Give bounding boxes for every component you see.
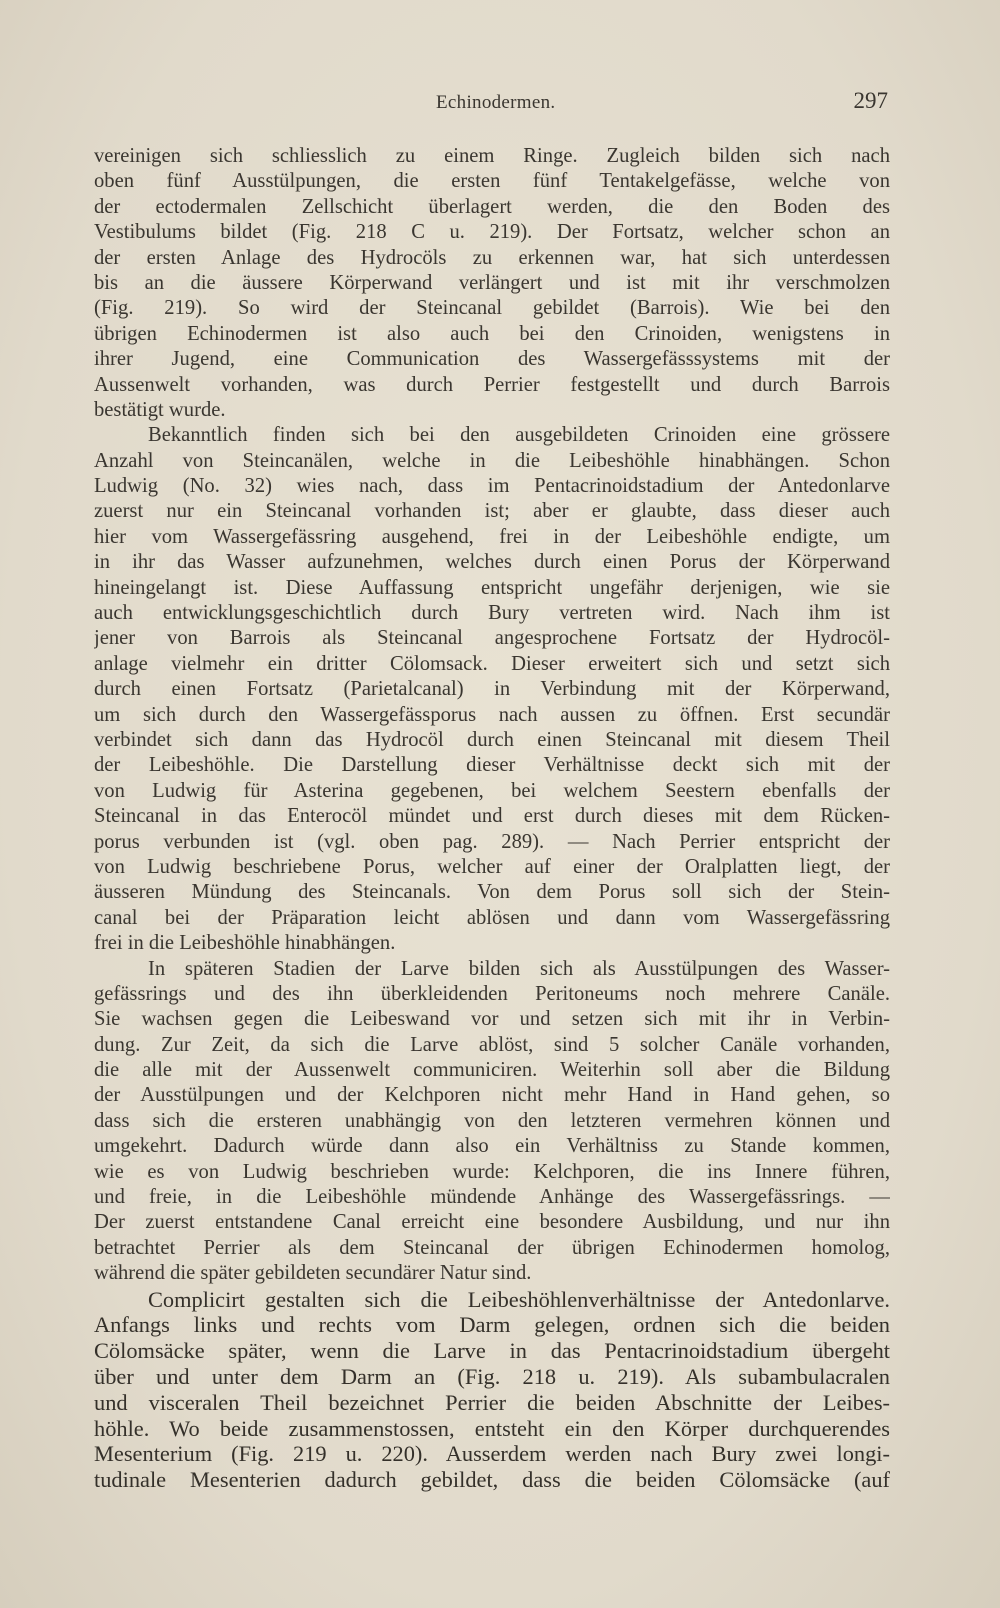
text-line: Cölomsäcke später, wenn die Larve in das Pentacrinoidstadium übergeht xyxy=(94,1338,890,1364)
text-line: canal bei der Präparation leicht ablösen und dann vom Wassergefässring xyxy=(94,906,890,929)
text-line: und visceralen Theil bezeichnet Perrier die beiden Abschnitte der Leibes- xyxy=(94,1389,890,1415)
text-line: betrachtet Perrier als dem Steincanal der übrigen Echinodermen homolog, xyxy=(94,1236,890,1259)
text-line: umgekehrt. Dadurch würde dann also ein Verhältniss zu Stande kommen, xyxy=(94,1135,890,1158)
body-text xyxy=(94,144,890,1493)
text-line: (Fig. 219). So wird der Steincanal gebildet (Barrois). Wie bei den xyxy=(94,297,890,320)
text-line: In späteren Stadien der Larve bilden sich als Ausstülpungen des Wasser- xyxy=(148,957,890,980)
text-line: übrigen Echinodermen ist also auch bei den Crinoiden, wenigstens in xyxy=(94,322,890,345)
text-line: zuerst nur ein Steincanal vorhanden ist; aber er glaubte, dass dieser auch xyxy=(94,500,890,523)
text-line: gefässrings und des ihn überkleidenden Peritoneums noch mehrere Canäle. xyxy=(94,982,890,1005)
text-line: oben fünf Ausstülpungen, die ersten fünf Tentakelgefässe, welche von xyxy=(94,170,890,193)
text-line: in ihr das Wasser aufzunehmen, welches durch einen Porus der Körperwand xyxy=(94,551,890,574)
paragraph xyxy=(94,423,890,956)
text-line: bestätigt wurde. xyxy=(94,398,226,421)
text-line: tudinale Mesenterien dadurch gebildet, dass die beiden Cölomsäcke (auf xyxy=(94,1467,890,1493)
text-line: bis an die äussere Körperwand verlängert und ist mit ihr verschmolzen xyxy=(94,271,890,294)
text-line: Mesenterium (Fig. 219 u. 220). Ausserdem werden nach Bury zwei longi- xyxy=(94,1441,890,1467)
text-line: auch entwicklungsgeschichtlich durch Bury vertreten wird. Nach ihm ist xyxy=(94,602,890,625)
text-line: während die später gebildeten secundärer Natur sind. xyxy=(94,1262,532,1285)
text-line: Complicirt gestalten sich die Leibeshöhlenverhältnisse der Antedonlarve. xyxy=(148,1286,890,1312)
paragraph xyxy=(94,144,890,423)
text-line: hineingelangt ist. Diese Auffassung entspricht ungefähr derjenigen, wie sie xyxy=(94,576,890,599)
text-line: vereinigen sich schliesslich zu einem Ringe. Zugleich bilden sich nach xyxy=(94,145,890,167)
text-line: der ersten Anlage des Hydrocöls zu erkennen war, hat sich unterdessen xyxy=(94,246,890,269)
text-line: Der zuerst entstandene Canal erreicht eine besondere Ausbildung, und nur ihn xyxy=(94,1211,890,1234)
text-line: ihrer Jugend, eine Communication des Wassergefässsystems mit der xyxy=(94,348,890,371)
text-line: über und unter dem Darm an (Fig. 218 u. 219). Als subambulacralen xyxy=(94,1363,890,1389)
running-head: Echinodermen. xyxy=(436,92,556,113)
text-line: verbindet sich dann das Hydrocöl durch einen Steincanal mit diesem Theil xyxy=(94,728,890,751)
text-line: der ectodermalen Zellschicht überlagert werden, die den Boden des xyxy=(94,195,890,218)
text-line: Aussenwelt vorhanden, was durch Perrier festgestellt und durch Barrois xyxy=(94,373,890,396)
text-line: frei in die Leibeshöhle hinabhängen. xyxy=(94,932,396,955)
text-line: der Leibeshöhle. Die Darstellung dieser Verhältnisse deckt sich mit der xyxy=(94,754,890,777)
text-line: Anzahl von Steincanälen, welche in die Leibeshöhle hinabhängen. Schon xyxy=(94,449,890,472)
page-header xyxy=(0,88,1000,120)
text-line: durch einen Fortsatz (Parietalcanal) in Verbindung mit der Körperwand, xyxy=(94,678,890,701)
text-line: von Ludwig für Asterina gegebenen, bei welchem Seestern ebenfalls der xyxy=(94,779,890,802)
page-number: 297 xyxy=(853,88,888,113)
text-line: von Ludwig beschriebene Porus, welcher auf einer der Oralplatten liegt, der xyxy=(94,855,890,878)
text-line: Ludwig (No. 32) wies nach, dass im Pentacrinoidstadium der Antedonlarve xyxy=(94,475,890,498)
text-line: höhle. Wo beide zusammenstossen, entsteht ein den Körper durchquerendes xyxy=(94,1415,890,1441)
text-line: Anfangs links und rechts vom Darm gelegen, ordnen sich die beiden xyxy=(94,1312,890,1338)
text-line: der Ausstülpungen und der Kelchporen nicht mehr Hand in Hand gehen, so xyxy=(94,1084,890,1107)
text-line: und freie, in die Leibeshöhle mündende Anhänge des Wassergefässrings. — xyxy=(94,1186,890,1209)
paragraph xyxy=(94,957,890,1287)
text-line: anlage vielmehr ein dritter Cölomsack. Dieser erweitert sich und setzt sich xyxy=(94,652,890,675)
text-line: dung. Zur Zeit, da sich die Larve ablöst, sind 5 solcher Canäle vorhanden, xyxy=(94,1033,890,1056)
text-line: äusseren Mündung des Steincanals. Von dem Porus soll sich der Stein- xyxy=(94,881,890,904)
paragraph xyxy=(94,1287,890,1493)
text-line: Steincanal in das Enterocöl mündet und erst durch dieses mit dem Rücken- xyxy=(94,805,890,828)
text-line: jener von Barrois als Steincanal angesprochene Fortsatz der Hydrocöl- xyxy=(94,627,890,650)
text-line: hier vom Wassergefässring ausgehend, frei in der Leibeshöhle endigte, um xyxy=(94,525,890,548)
text-line: die alle mit der Aussenwelt communiciren. Weiterhin soll aber die Bildung xyxy=(94,1059,890,1082)
text-line: wie es von Ludwig beschrieben wurde: Kelchporen, die ins Innere führen, xyxy=(94,1160,890,1183)
text-line: dass sich die ersteren unabhängig von den letzteren vermehren können und xyxy=(94,1109,890,1132)
text-line: Vestibulums bildet (Fig. 218 C u. 219). Der Fortsatz, welcher schon an xyxy=(94,221,890,244)
text-line: porus verbunden ist (vgl. oben pag. 289). — Nach Perrier entspricht der xyxy=(94,830,890,853)
text-line: Sie wachsen gegen die Leibeswand vor und setzen sich mit ihr in Verbin- xyxy=(94,1008,890,1031)
text-line: Bekanntlich finden sich bei den ausgebildeten Crinoiden eine grössere xyxy=(148,424,890,447)
text-line: um sich durch den Wassergefässporus nach aussen zu öffnen. Erst secundär xyxy=(94,703,890,726)
